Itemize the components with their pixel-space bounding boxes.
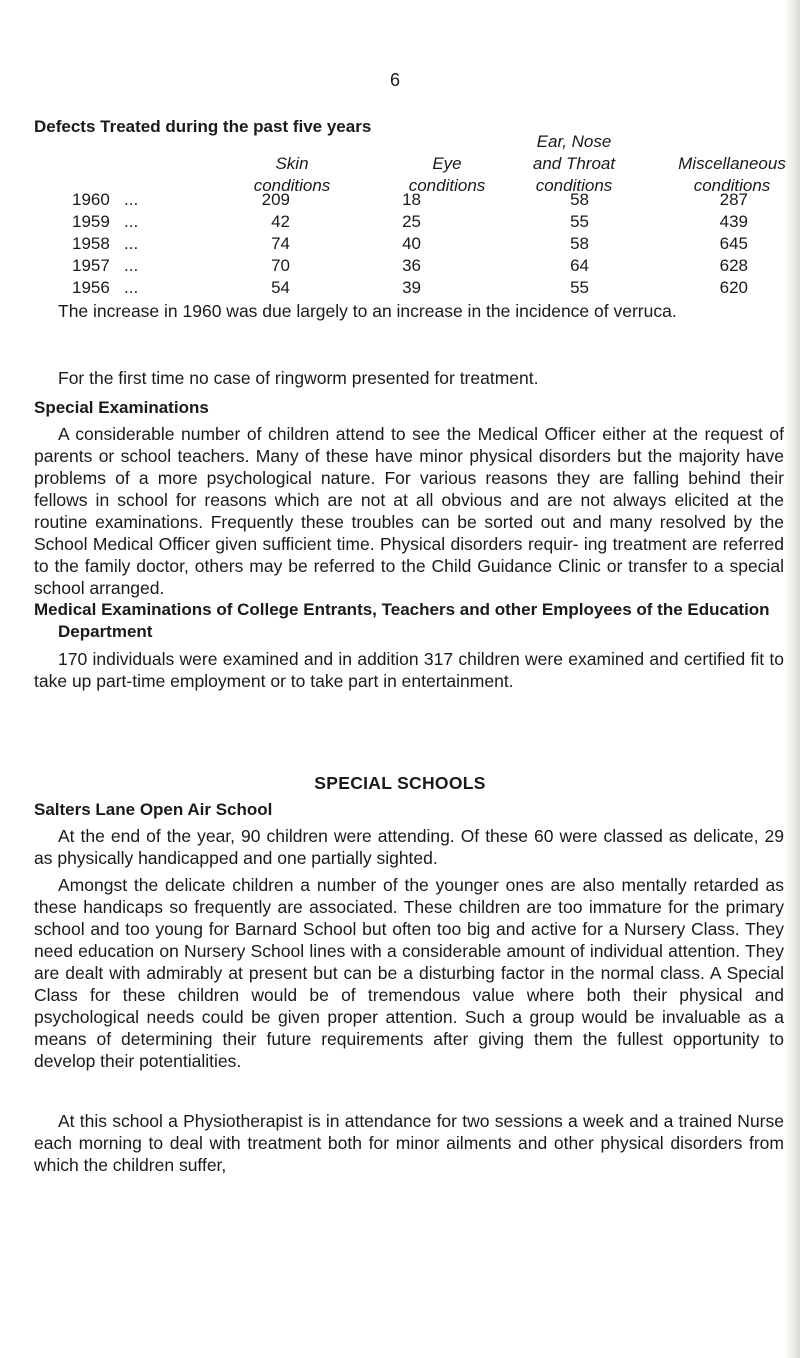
cell-misc: 645 [719,234,748,253]
salters-lane-heading: Salters Lane Open Air School [34,800,273,819]
college-entrants-text: 170 individuals were examined and in addition 317 children were examined and certified fit to take up part-time employment or to take part in entertainment. [34,649,784,691]
cell-skin: 42 [271,212,290,231]
row-dots: ... [124,212,139,231]
salters-lane-para-3: At this school a Physiotherapist is in attendance for two sessions a week and a trained Nurse each morning to deal with treatment both for minor ailments and other physical disorders from which the children suffer, [34,1111,784,1175]
defects-table-title: Defects Treated during the past five years [34,117,372,136]
ringworm-paragraph: For the first time no case of ringworm presented for treatment. [58,368,539,388]
page-number: 6 [389,70,400,90]
college-entrants-heading: Medical Examinations of College Entrants, Teachers and other Employees of the Education Department [34,600,770,641]
special-examinations-heading: Special Examinations [34,398,209,417]
page-edge-shadow [784,0,800,1358]
row-year: 1960 [72,190,110,209]
salters-lane-para-1: At the end of the year, 90 children were attending. Of these 60 were classed as delicate, 29 as physically handicapped and one partially sighted. [34,826,784,868]
cell-ent: 58 [570,234,589,253]
salters-lane-para-2: Amongst the delicate children a number of the younger ones are also mentally retarded as these handicaps so frequently are associated. These children are too immature for the primary school and too young for Barnard School but often too big and active for a Nursery Class. They need education on Nursery School lines with a considerable amount of individual attention. They are dealt with admirably at present but can be a disturbing factor in the normal class. A Special Class for these children would be of tremendous value where both their physical and psychological needs could be given proper attention. Such a group would be invaluable as a means of determining their future requirements after giving them the fullest opportunity to develop their potentialities. [34,875,784,1071]
special-schools-heading: SPECIAL SCHOOLS [314,773,486,793]
row-dots: ... [124,256,139,275]
cell-eye: 40 [402,234,421,253]
cell-misc: 620 [719,278,748,297]
row-year: 1958 [72,234,110,253]
row-year: 1956 [72,278,110,297]
cell-misc: 439 [719,212,748,231]
cell-skin: 74 [271,234,290,253]
special-examinations-text: A considerable number of children attend to see the Medical Officer either at the request of parents or school teachers. Many of these have minor physical disorders but the majority have problems of a more psychological nature. For various reasons they are falling behind their fellows in school for reasons which are not at all obvious and are not always elicited at the routine examinations. Frequently these troubles can be sorted out and many resolved by the School Medical Officer given sufficient time. Physical disorders requir- ing treatment are referred to the family doctor, others may be referred to the Child Guidance Clinic or transfer to a special school arranged. [34,424,784,598]
row-dots: ... [124,278,139,297]
cell-skin: 54 [271,278,290,297]
cell-skin: 70 [271,256,290,275]
cell-ent: 58 [570,190,589,209]
cell-skin: 209 [261,190,290,209]
row-dots: ... [124,190,139,209]
row-dots: ... [124,234,139,253]
cell-eye: 36 [402,256,421,275]
row-year: 1959 [72,212,110,231]
cell-ent: 64 [570,256,589,275]
cell-ent: 55 [570,212,589,231]
cell-eye: 18 [402,190,421,209]
verruca-paragraph: The increase in 1960 was due largely to an increase in the incidence of verruca. [58,301,677,321]
col-header-ent: Ear, Nose and Throat conditions [532,132,616,195]
cell-misc: 628 [719,256,748,275]
cell-misc: 287 [719,190,748,209]
cell-eye: 25 [402,212,421,231]
cell-ent: 55 [570,278,589,297]
cell-eye: 39 [402,278,421,297]
row-year: 1957 [72,256,110,275]
